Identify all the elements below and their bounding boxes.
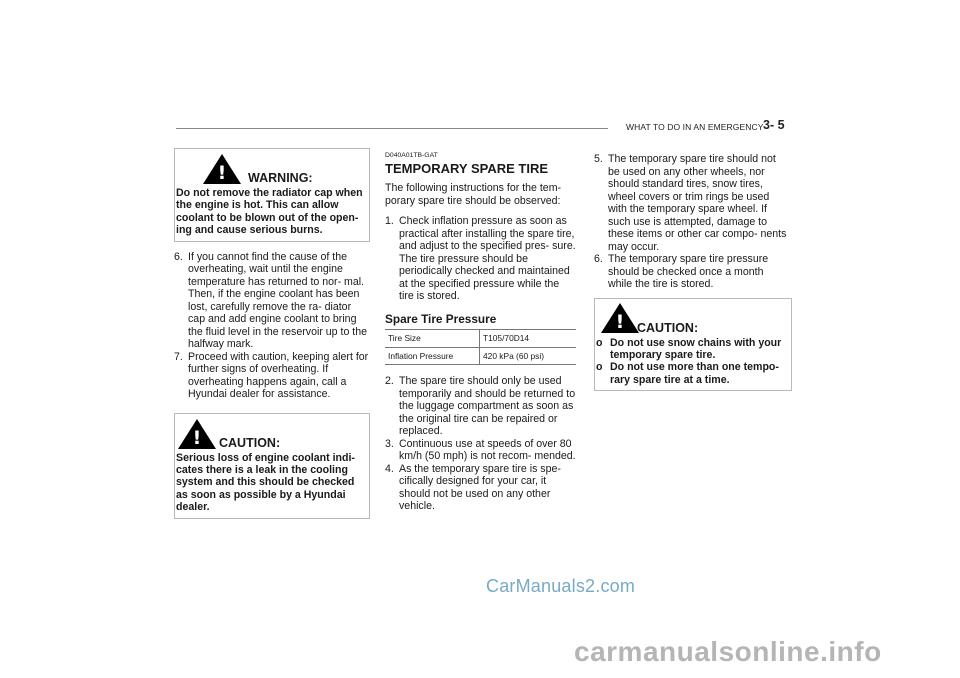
list-item (594, 253, 790, 291)
table-row (385, 330, 576, 348)
spare-tire-steps-continued (594, 153, 790, 291)
header-rule (176, 128, 608, 129)
bullet-mark: o (596, 361, 603, 374)
overheating-steps (174, 251, 370, 401)
item-text: If you cannot find the cause of the overheating, wait until the engine temperature has returned to nor- mal. Then, if the engine coolant has been lost, carefully remove the ra- diator cap and add engine coolant to bring the fluid level in the reservoir up to the halfway mark. (188, 250, 368, 351)
page-number: 3- 5 (763, 118, 785, 132)
list-item (385, 463, 576, 513)
spare-tire-pressure-table (385, 329, 576, 365)
item-text: Proceed with caution, keeping alert for further signs of overheating. If overheating happens again, call a Hyundai dealer for assistance. (188, 350, 369, 401)
exclamation-mark: ! (615, 310, 625, 333)
subsection-title: Spare Tire Pressure (385, 311, 497, 326)
list-item (174, 351, 370, 401)
spare-tire-steps (385, 375, 576, 513)
caution-text: Serious loss of engine coolant indi- cates there is a leak in the cooling system and this should be checked as soon as possible by a Hyundai dealer. (176, 451, 355, 514)
bullet-text: Do not use more than one tempo- rary spare tire at a time. (610, 361, 779, 386)
column-right (594, 153, 790, 391)
list-item (594, 153, 790, 253)
intro-text: The following instructions for the tem- porary spare tire should be observed: (385, 182, 562, 207)
item-text: The temporary spare tire pressure should be checked once a month while the tire is stored. (608, 253, 769, 290)
item-number: 6. (174, 250, 183, 263)
list-item (385, 375, 576, 438)
warning-box (174, 148, 370, 242)
item-text: Check inflation pressure as soon as practical after installing the spare tire, and adjust to the specified pres- sure. The tire pressure should be periodically checked and maintained at the specified pressure while the tire is stored. (399, 215, 576, 302)
item-text: As the temporary spare tire is spe- cifically designed for your car, it should not be used on any other vehicle. (399, 462, 561, 512)
table-row (385, 347, 576, 365)
section-header: WHAT TO DO IN AN EMERGENCY (626, 122, 764, 132)
warning-text: Do not remove the radiator cap when the engine is hot. This can allow coolant to be blown out of the open- ing and cause serious burns. (176, 187, 363, 237)
warning-title: WARNING: (248, 171, 313, 185)
caution-box (174, 413, 370, 519)
item-number: 6. (594, 253, 603, 265)
table-label: Tire Size (385, 330, 480, 348)
section-code: D040A01TB-GAT (385, 152, 438, 159)
item-number: 7. (174, 350, 183, 363)
section-title: TEMPORARY SPARE TIRE (385, 161, 549, 176)
caution-title: CAUTION: (219, 435, 281, 450)
caution-title: CAUTION: (637, 320, 699, 335)
column-left (174, 148, 370, 519)
item-number: 3. (385, 437, 394, 450)
watermark-footer: carmanualsonline.info (574, 636, 882, 667)
list-item (596, 337, 790, 362)
list-item (174, 251, 370, 351)
exclamation-mark: ! (217, 162, 227, 184)
table-value: 420 kPa (60 psi) (480, 347, 577, 365)
item-text: The spare tire should only be used temporarily and should be returned to the luggage compartment as soon as the original tire can be repaired or replaced. (399, 375, 576, 437)
exclamation-mark: ! (192, 426, 202, 449)
bullet-mark: o (596, 336, 603, 349)
list-item (596, 361, 790, 386)
watermark-link[interactable]: CarManuals2.com (486, 576, 636, 596)
column-middle (385, 152, 576, 513)
table-label: Inflation Pressure (385, 347, 480, 365)
item-number: 4. (385, 462, 394, 475)
caution-box (594, 298, 792, 392)
list-item (385, 215, 576, 303)
item-number: 5. (594, 153, 603, 165)
item-number: 2. (385, 375, 394, 387)
item-number: 1. (385, 215, 394, 227)
item-text: The temporary spare tire should not be used on any other wheels, nor should standard tires, snow tires, wheel covers or trim rings be used with the temporary spare wheel. If such use is attempted, damage to these items or other car compo- nents may occur. (608, 153, 787, 253)
item-text: Continuous use at speeds of over 80 km/h (50 mph) is not recom- mended. (399, 437, 576, 462)
table-value: T105/70D14 (480, 330, 577, 348)
list-item (385, 438, 576, 463)
bullet-text: Do not use snow chains with your temporary spare tire. (610, 336, 782, 361)
